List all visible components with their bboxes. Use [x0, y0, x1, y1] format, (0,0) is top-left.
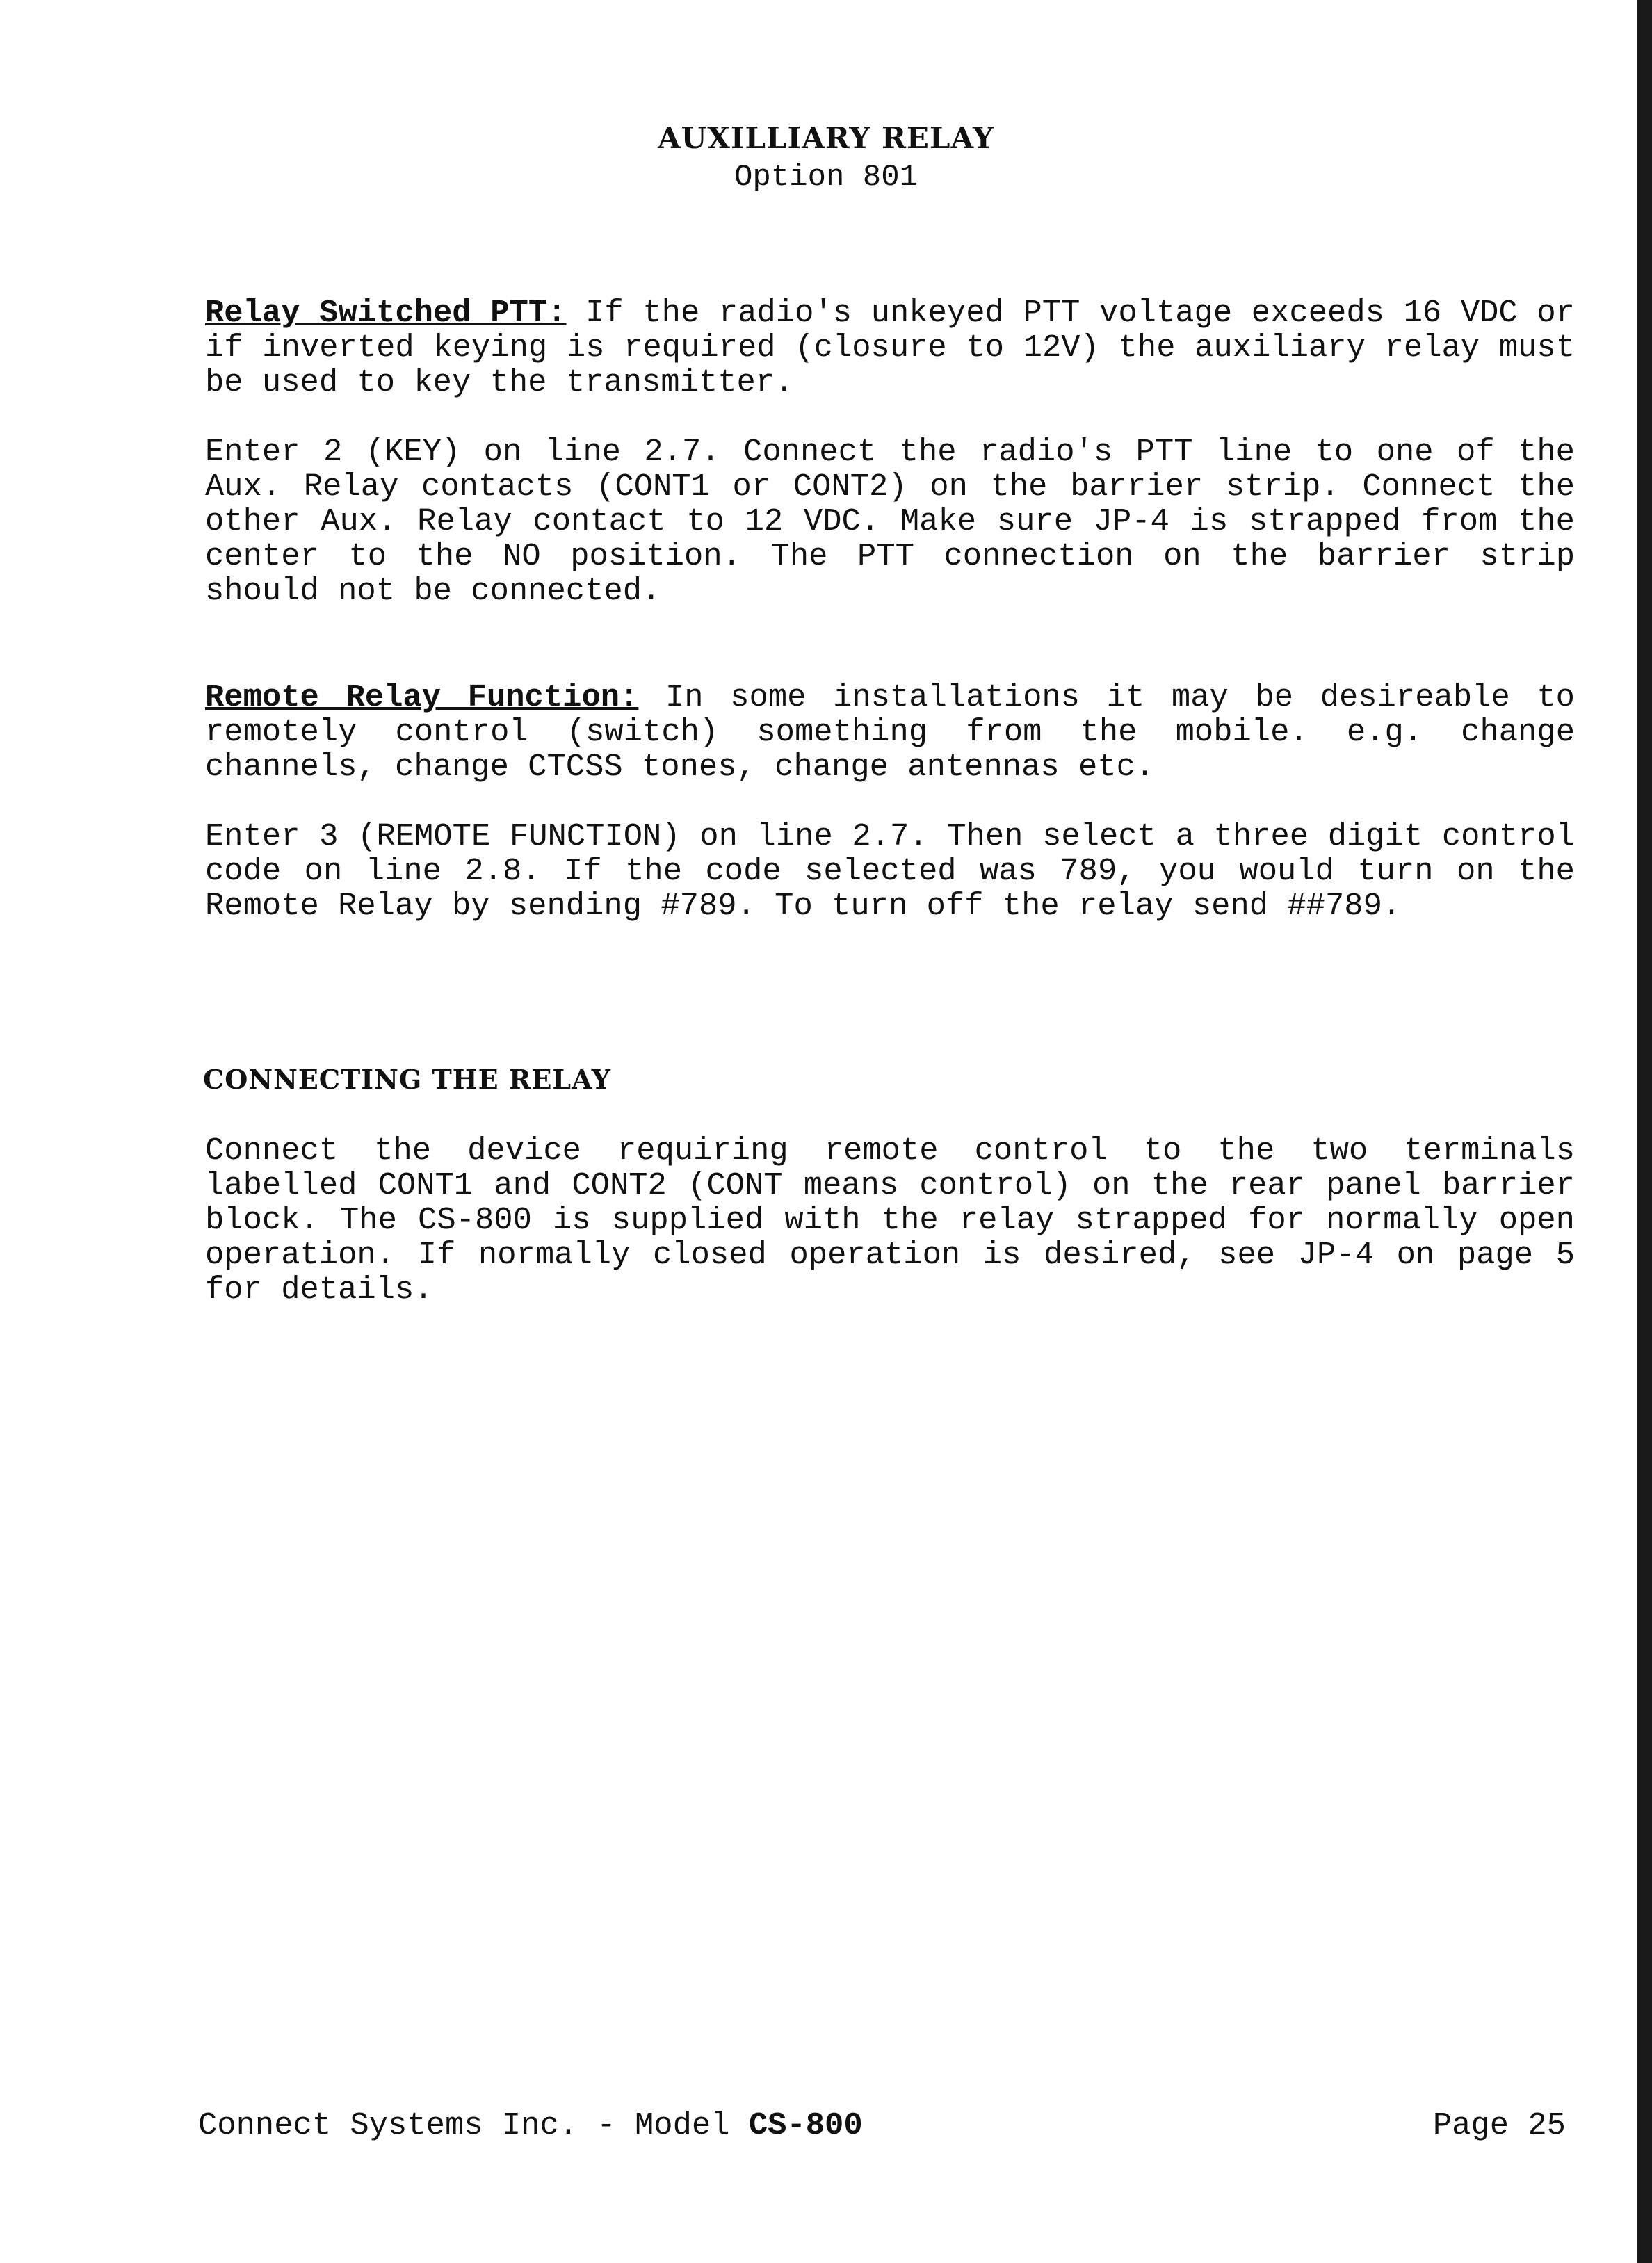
page-number: Page 25 [1432, 2107, 1566, 2143]
page-title: AUXILLIARY RELAY [658, 121, 994, 155]
connecting-paragraph: Connect the device requiring remote control to the two terminals labelled CONT1 and CONT2 (CONT means control) on the rear panel barrier block. The CS-800 is supplied with the relay strapped for normally open operation. If normally closed operation is desired, see JP-4 on page 5 for details. [205, 1133, 1575, 1308]
footer-company [198, 2107, 863, 2144]
remote-relay-paragraph [205, 680, 1575, 784]
page-subtitle: Option 801 [734, 160, 918, 195]
footer-model: CS-800 [748, 2107, 863, 2143]
remote-relay-lead: Remote Relay Function: [205, 679, 639, 715]
title-block [0, 118, 1652, 196]
footer-company-text: Connect Systems Inc. - Model [198, 2107, 749, 2143]
remote-relay-instructions: Enter 3 (REMOTE FUNCTION) on line 2.7. Then select a three digit control code on line 2.8. If the code selected was 789, you would turn on the Remote Relay by sending #789. To turn off the relay send ##789. [205, 818, 1575, 924]
connecting-heading: CONNECTING THE RELAY [203, 1064, 611, 1095]
remote-relay-text: In some installations it may be desireable to remotely control (switch) something from the mobile. e.g. change channels, change CTCSS tones, change antennas etc. [205, 679, 1575, 785]
relay-switched-lead: Relay Switched PTT: [205, 295, 567, 331]
page-edge [1637, 0, 1652, 2263]
relay-switched-instructions: Enter 2 (KEY) on line 2.7. Connect the radio's PTT line to one of the Aux. Relay contacts (CONT1 or CONT2) on the barrier strip. Connect the other Aux. Relay contact to 12 VDC. Make sure JP-4 is strapped from the center to the NO position. The PTT connection on the barrier strip should not be connected. [205, 434, 1575, 609]
relay-switched-text: If the radio's unkeyed PTT voltage exceeds 16 VDC or if inverted keying is required (closure to 12V) the auxiliary relay must be used to key the transmitter. [205, 295, 1575, 400]
relay-switched-paragraph [205, 295, 1575, 400]
